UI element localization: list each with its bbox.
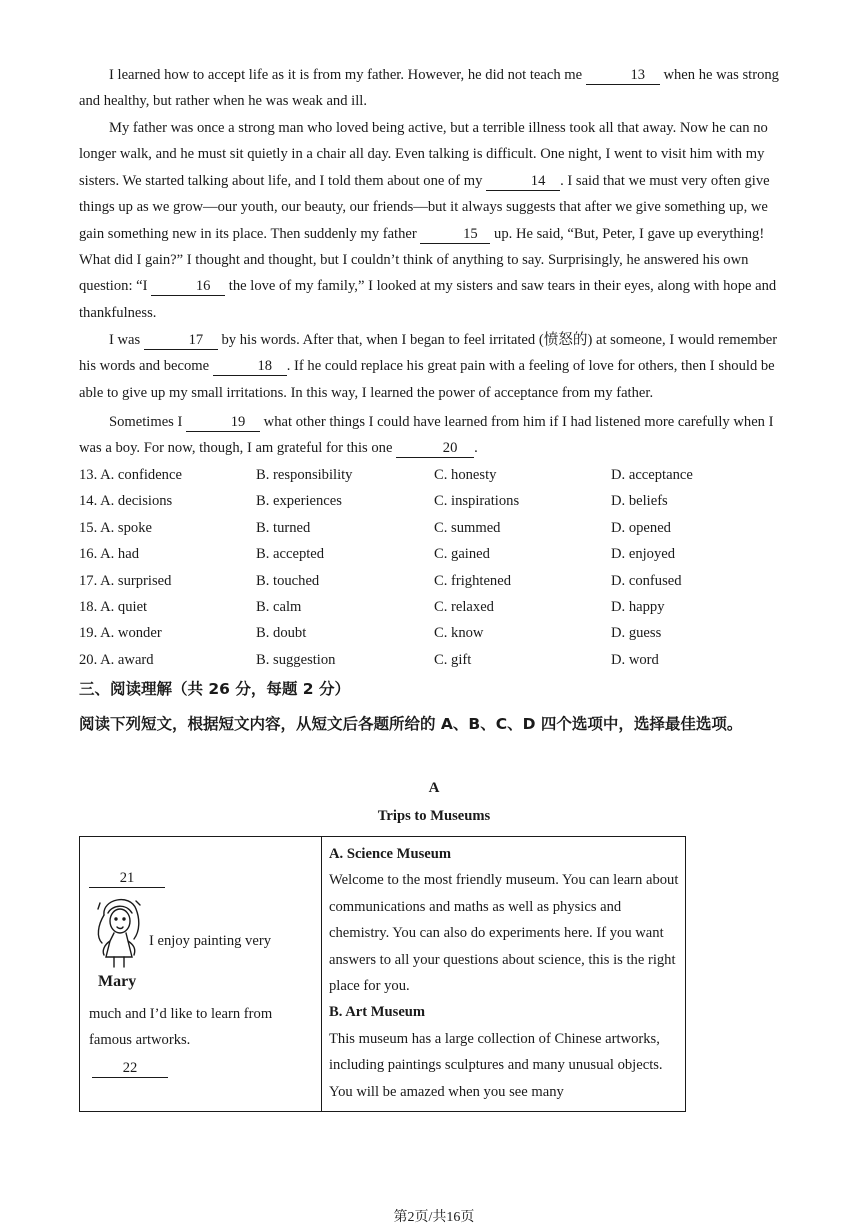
option-c: C. relaxed xyxy=(434,598,494,615)
blank-13: 13 xyxy=(586,66,660,85)
options-list xyxy=(79,462,787,673)
girl-illustration xyxy=(92,891,148,971)
option-d: D. enjoyed xyxy=(611,546,676,563)
option-d: D. word xyxy=(611,651,659,668)
blank-15: 15 xyxy=(420,225,490,244)
mary-name: Mary xyxy=(98,973,137,990)
blank-17: 17 xyxy=(144,331,218,350)
option-d: D. confused xyxy=(611,572,682,589)
option-b: B. calm xyxy=(256,598,302,615)
text-run: . If he could replace his great pain with a feeling of love for others, then I should be able to give up my small irritations. In this way, I learned the power of acceptance from my father. xyxy=(79,358,775,401)
museum-table xyxy=(79,836,686,1112)
mary-cell xyxy=(80,837,321,1111)
option-a: 18. A. quiet xyxy=(79,598,148,615)
text-run: . xyxy=(474,440,478,457)
option-row-20 xyxy=(79,647,787,673)
blank-19: 19 xyxy=(186,413,260,432)
text-run: My father was once a strong man who loved being active, but a terrible illness took all that away. Now he can no longer walk, and he must sit quietly in a chair all day. Even talking is difficult. One night, I went to visit him with my sisters. We started talking about life, and I told them about one of my xyxy=(79,120,768,189)
option-a: 15. A. spoke xyxy=(79,519,152,536)
option-b: B. doubt xyxy=(256,625,307,642)
text-run: . I said that we must very often give things up as we grow—our youth, our beauty, our friends—but it always suggests that after we give something up, we gain something new in its place. Then suddenly my father xyxy=(79,172,770,242)
option-a: 17. A. surprised xyxy=(79,572,172,589)
option-d: D. happy xyxy=(611,598,665,615)
option-b: B. responsibility xyxy=(256,467,353,483)
option-c: C. know xyxy=(434,625,484,642)
art-museum-text: This museum has a large collection of Chinese artworks, including paintings sculptures and many unusual objects. You will be amazed when you see many xyxy=(329,1030,663,1100)
option-row-15 xyxy=(79,515,787,541)
option-b: B. touched xyxy=(256,572,320,589)
science-museum-text: Welcome to the most friendly museum. You can learn about communications and maths as well as physics and chemistry. You can also do experiments here. If you want answers to all your questions about science, this is the right place for you. xyxy=(329,872,679,995)
text-run: what other things I could have learned from him if I had listened more carefully when I was a boy. For now, though, I am grateful for this one xyxy=(79,414,774,457)
section-instruction: 阅读下列短文，根据短文内容，从短文后各题所给的 A、B、C、D 四个选项中，选择最佳选项。 xyxy=(79,715,743,733)
option-row-14 xyxy=(79,488,787,514)
option-c: C. honesty xyxy=(434,467,497,483)
passage-letter: A xyxy=(428,780,440,796)
blank-18: 18 xyxy=(213,357,287,376)
option-d: D. acceptance xyxy=(611,467,693,483)
passage-paragraph-1 xyxy=(79,62,787,115)
text-run: I was xyxy=(109,332,144,348)
art-museum-heading: B. Art Museum xyxy=(329,1004,426,1021)
text-run: up. He said, “But, Peter, I gave up everything! What did I gain?” I thought and thought, but I couldn’t think of anything to say. Surprisingly, he answered his own question: “I xyxy=(79,225,765,295)
option-c: C. gift xyxy=(434,651,472,668)
option-c: C. frightened xyxy=(434,572,512,589)
option-d: D. opened xyxy=(611,519,671,536)
option-c: C. summed xyxy=(434,519,501,536)
text-run: when he was strong and healthy, but rather when he was weak and ill. xyxy=(79,67,779,110)
option-c: C. gained xyxy=(434,546,490,563)
option-b: B. experiences xyxy=(256,493,342,510)
option-a: 20. A. award xyxy=(79,651,154,668)
table-divider xyxy=(321,837,322,1111)
blank-14: 14 xyxy=(486,172,560,191)
option-row-16 xyxy=(79,541,787,567)
option-a: 13. A. confidence xyxy=(79,467,182,483)
option-a: 16. A. had xyxy=(79,546,139,563)
text-run: the love of my family,” I looked at my sisters and saw tears in their eyes, along with hope and thankfulness. xyxy=(79,278,777,321)
museum-descriptions xyxy=(329,841,681,1105)
passage-paragraph-3 xyxy=(79,327,787,406)
text-run: Sometimes I xyxy=(109,414,187,430)
option-c: C. inspirations xyxy=(434,493,520,510)
page-footer: 第2页/共16页 xyxy=(393,1210,475,1225)
passage-paragraph-2 xyxy=(79,115,787,326)
mary-line-1: I enjoy painting very xyxy=(149,933,271,949)
passage-title: Trips to Museums xyxy=(377,808,491,824)
text-run: by his words. After that, when I began to feel irritated (愤怒的) at someone, I would remember his words and become xyxy=(79,332,778,375)
text-run: I learned how to accept life as it is from my father. However, he did not teach me xyxy=(109,67,586,83)
blank-20: 20 xyxy=(396,439,474,458)
option-row-18 xyxy=(79,594,787,620)
option-d: D. guess xyxy=(611,625,662,642)
option-b: B. suggestion xyxy=(256,651,336,668)
blank-21: 21 xyxy=(89,869,165,888)
option-a: 14. A. decisions xyxy=(79,493,173,510)
science-museum-heading: A. Science Museum xyxy=(329,846,452,862)
option-a: 19. A. wonder xyxy=(79,625,162,642)
option-b: B. turned xyxy=(256,519,311,536)
blank-22: 22 xyxy=(92,1059,168,1078)
mary-line-2: much and I’d like to learn from famous artworks. xyxy=(89,1006,273,1049)
section-heading: 三、阅读理解（共 26 分，每题 2 分） xyxy=(79,680,350,698)
option-row-19 xyxy=(79,620,787,646)
option-row-13 xyxy=(79,462,787,488)
passage-paragraph-4 xyxy=(79,409,787,462)
blank-16: 16 xyxy=(151,277,225,296)
option-row-17 xyxy=(79,568,787,594)
option-b: B. accepted xyxy=(256,546,325,563)
option-d: D. beliefs xyxy=(611,493,668,510)
